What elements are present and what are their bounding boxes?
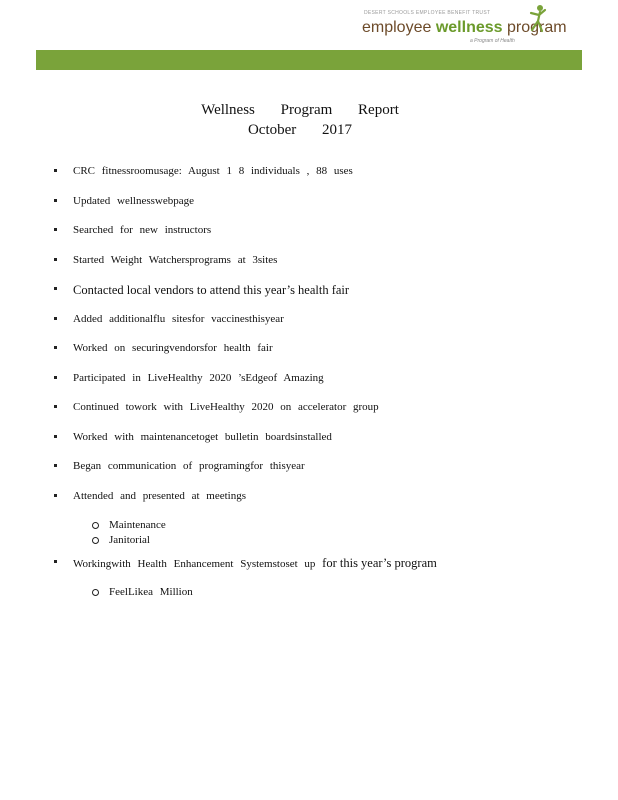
bullet-icon xyxy=(54,464,57,467)
list-item: Updated wellnesswebpage xyxy=(54,195,574,225)
bullet-icon xyxy=(54,376,57,379)
list-item: Worked on securingvendorsfor health fair xyxy=(54,342,574,372)
header-banner xyxy=(36,50,582,70)
bullet-icon xyxy=(54,435,57,438)
bullet-icon xyxy=(54,560,57,563)
list-item: Began communication of programingfor thisyear xyxy=(54,460,574,490)
list-item: Continued towork with LiveHealthy 2020 on accelerator group xyxy=(54,401,574,431)
list-item: Participated in LiveHealthy 2020 ’sEdgeof Amazing xyxy=(54,372,574,402)
sub-list-item: FeelLikea Million xyxy=(54,586,574,601)
bullet-icon xyxy=(54,287,57,290)
report-items xyxy=(54,165,574,601)
bullet-icon xyxy=(54,199,57,202)
logo-tagline: DESERT SCHOOLS EMPLOYEE BENEFIT TRUST xyxy=(364,10,491,16)
bullet-icon xyxy=(54,258,57,261)
circle-bullet-icon xyxy=(92,522,99,529)
wellness-program-logo xyxy=(360,4,567,48)
program-sublist xyxy=(54,586,574,601)
circle-bullet-icon xyxy=(92,589,99,596)
bullet-icon xyxy=(54,346,57,349)
last-item-part1: Workingwith Health Enhancement Systemstoset up xyxy=(73,558,316,570)
list-item: Searched for new instructors xyxy=(54,224,574,254)
meetings-sublist xyxy=(54,519,574,549)
last-item-part2: for this year’s program xyxy=(322,556,437,570)
logo-name-part3: program xyxy=(502,19,567,36)
title-line2: October 2017 xyxy=(247,122,353,138)
bullet-icon xyxy=(54,228,57,231)
logo-name-part1: employee xyxy=(362,19,436,36)
list-item: CRC fitnessroomusage: August 1 8 individuals , 88 uses xyxy=(54,165,574,195)
person-figure-icon xyxy=(526,4,548,34)
sub-list-item: Janitorial xyxy=(54,534,574,549)
bullet-icon xyxy=(54,405,57,408)
bullet-icon xyxy=(54,494,57,497)
bullet-icon xyxy=(54,169,57,172)
title-line1: Wellness Program Report xyxy=(201,102,399,118)
list-item xyxy=(54,556,574,586)
list-item: Contacted local vendors to attend this year’s health fair xyxy=(54,283,574,313)
list-item: Worked with maintenancetoget bulletin boardsinstalled xyxy=(54,431,574,461)
list-item: Added additionalflu sitesfor vaccinesthisyear xyxy=(54,313,574,343)
list-item: Attended and presented at meetings xyxy=(54,490,574,520)
sub-list-item: Maintenance xyxy=(54,519,574,534)
list-item: Started Weight Watchersprograms at 3sites xyxy=(54,254,574,284)
spacer xyxy=(54,549,574,556)
logo-subtitle: a Program of Health xyxy=(470,38,515,44)
circle-bullet-icon xyxy=(92,537,99,544)
bullet-icon xyxy=(54,317,57,320)
logo-name-part2: wellness xyxy=(435,19,503,36)
report-title xyxy=(0,100,600,140)
